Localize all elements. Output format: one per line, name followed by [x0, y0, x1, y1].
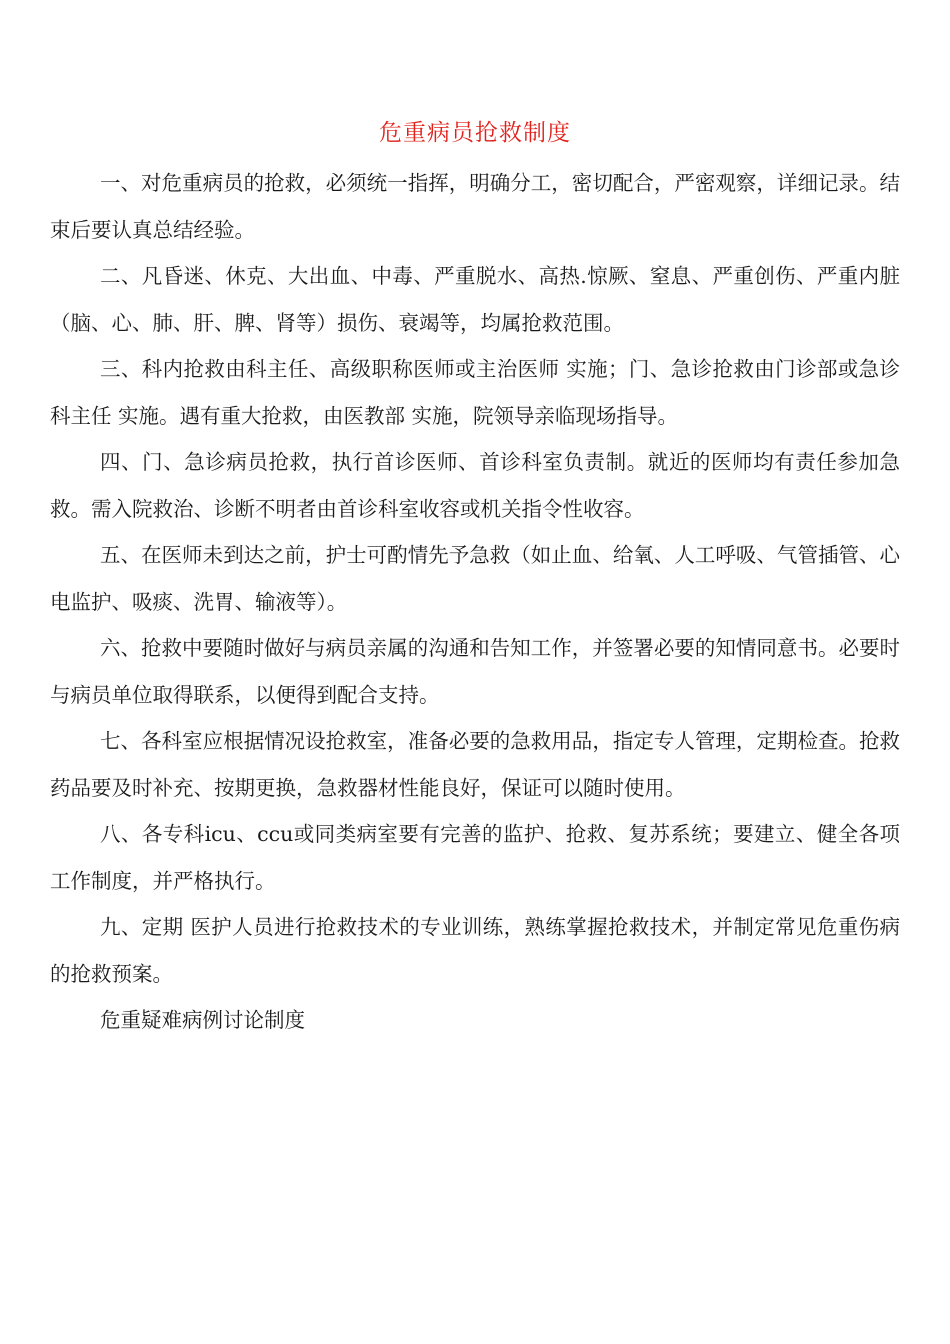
- document-body: [50, 160, 900, 1044]
- next-section-title: 危重疑难病例讨论制度: [100, 1008, 305, 1032]
- paragraph-6: 六、抢救中要随时做好与病员亲属的沟通和告知工作，并签署必要的知情同意书。必要时与病员单位取得联系，以便得到配合支持。: [50, 636, 900, 707]
- document-title: 危重病员抢救制度: [379, 120, 571, 146]
- paragraph-2: 二、凡昏迷、休克、大出血、中毒、严重脱水、高热.惊厥、窒息、严重创伤、严重内脏（脑、心、肺、肝、脾、肾等）损伤、衰竭等，均属抢救范围。: [50, 264, 900, 335]
- paragraph-3: 三、科内抢救由科主任、高级职称医师或主治医师 实施；门、急诊抢救由门诊部或急诊科主任 实施。遇有重大抢救，由医教部 实施，院领导亲临现场指导。: [50, 357, 900, 428]
- paragraph-7: 七、各科室应根据情况设抢救室，准备必要的急救用品，指定专人管理，定期检查。抢救药品要及时补充、按期更换，急救器材性能良好，保证可以随时使用。: [50, 729, 900, 800]
- paragraph-9: 九、定期 医护人员进行抢救技术的专业训练，熟练掌握抢救技术，并制定常见危重伤病的抢救预案。: [50, 915, 900, 986]
- paragraph-5: 五、在医师未到达之前，护士可酌情先予急救（如止血、给氧、人工呼吸、气管插管、心电监护、吸痰、洗胃、输液等）。: [50, 543, 900, 614]
- paragraph-8: 八、各专科icu、ccu或同类病室要有完善的监护、抢救、复苏系统；要建立、健全各项工作制度，并严格执行。: [50, 822, 900, 893]
- paragraph-4: 四、门、急诊病员抢救，执行首诊医师、首诊科室负责制。就近的医师均有责任参加急救。需入院救治、诊断不明者由首诊科室收容或机关指令性收容。: [50, 450, 900, 521]
- paragraph-1: 一、对危重病员的抢救，必须统一指挥，明确分工，密切配合，严密观察，详细记录。结束后要认真总结经验。: [50, 171, 900, 242]
